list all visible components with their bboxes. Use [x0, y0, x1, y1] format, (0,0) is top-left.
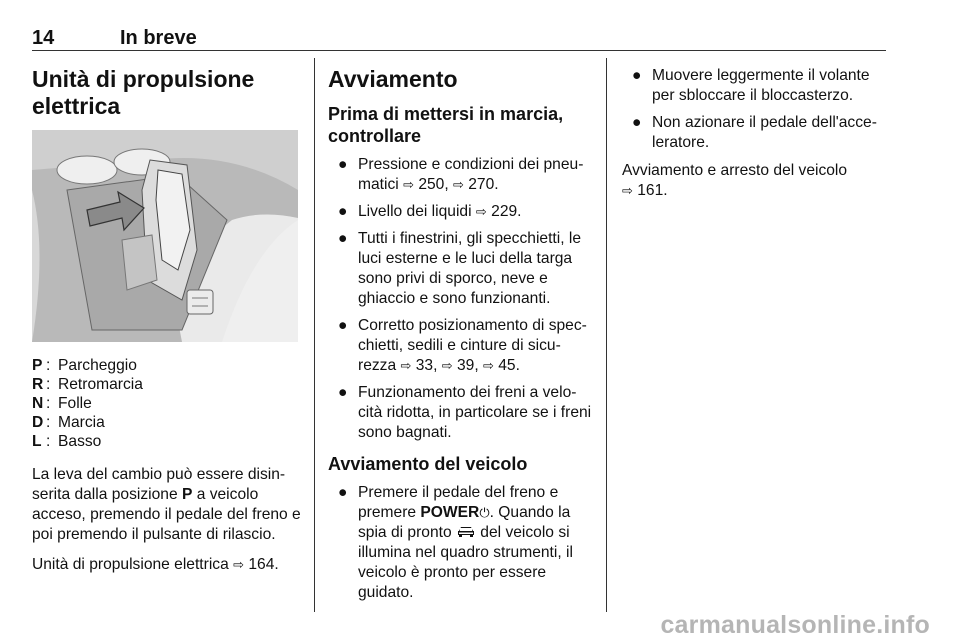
paragraph-xref	[622, 161, 888, 201]
steering-list	[622, 66, 888, 153]
ref-arrow-icon: ⇨	[475, 204, 487, 219]
list-item	[622, 113, 888, 153]
ref-arrow-icon: ⇨	[483, 358, 494, 373]
page-ref-link[interactable]: 270.	[468, 176, 499, 193]
page-ref-link[interactable]: 39,	[456, 357, 483, 374]
bullet-icon: ●	[338, 317, 348, 334]
list-text: Livello dei liquidi	[358, 203, 476, 220]
list-text: del veicolo si illumina nel quadro strumenti, il veicolo è pronto per essere guidato.	[358, 524, 573, 601]
paragraph-text: La leva del cambio può essere disin-serita dalla posizione	[32, 466, 286, 503]
ref-arrow-icon: ⇨	[441, 358, 453, 373]
legend-key: P	[32, 357, 43, 374]
legend-key: N	[32, 395, 44, 412]
gear-legend	[32, 356, 302, 451]
watermark: carmanualsonline.info	[660, 611, 930, 639]
legend-label: Marcia	[58, 414, 105, 431]
list-text: . Quando la spia di pronto	[358, 504, 571, 541]
page-ref-link[interactable]: 161.	[637, 182, 668, 199]
page-header	[32, 27, 886, 51]
legend-key: R	[32, 376, 44, 393]
bullet-icon: ●	[338, 484, 348, 501]
legend-key: L	[32, 433, 42, 450]
legend-label: Folle	[58, 395, 92, 412]
legend-separator: :	[46, 433, 51, 450]
legend-separator: :	[46, 395, 51, 412]
paragraph-xref	[32, 555, 302, 575]
bullet-icon: ●	[632, 114, 642, 131]
list-item	[328, 483, 594, 603]
heading-avviamento: Avviamento	[328, 66, 458, 92]
ready-car-icon	[456, 524, 476, 539]
list-item	[328, 229, 594, 309]
column-2	[328, 58, 594, 611]
legend-row	[32, 394, 302, 413]
list-text: Tutti i finestrini, gli specchietti, le luci esterne e le luci della targa sono privi di sporco, neve e ghiaccio e sono funzionanti.	[358, 230, 582, 307]
legend-label: Parcheggio	[58, 357, 137, 374]
list-item	[328, 316, 594, 376]
ref-arrow-icon: ⇨	[400, 358, 412, 373]
legend-label: Basso	[58, 433, 102, 450]
xref-text: Avviamento e arresto del veicolo	[622, 162, 848, 179]
bullet-icon: ●	[338, 230, 348, 247]
page-number: 14	[32, 27, 55, 49]
xref-text: Unità di propulsione elettrica	[32, 556, 234, 573]
legend-row	[32, 356, 302, 375]
list-text: Non azionare il pedale dell'acce-leratore.	[652, 114, 877, 151]
bullet-icon: ●	[632, 67, 642, 84]
power-label: POWER	[420, 504, 480, 521]
section-title: In breve	[120, 27, 197, 49]
list-text: Pressione e condizioni dei pneu-matici	[358, 156, 584, 193]
column-divider-1	[314, 58, 315, 612]
ref-arrow-icon: ⇨	[233, 557, 245, 572]
column-3	[622, 58, 888, 211]
bullet-icon: ●	[338, 384, 348, 401]
legend-separator: :	[46, 376, 51, 393]
page-ref-link[interactable]: 250,	[418, 176, 453, 193]
heading-electric-drive: Unità di propulsione elettrica	[32, 66, 255, 119]
column-divider-2	[606, 58, 607, 612]
column-1	[32, 58, 302, 585]
ref-arrow-icon: ⇨	[403, 177, 414, 192]
list-text: Premere il pedale del freno e premere	[358, 484, 559, 521]
start-list	[328, 483, 594, 603]
page-ref-link[interactable]: 229.	[491, 203, 522, 220]
list-item	[622, 66, 888, 106]
list-item	[328, 202, 594, 222]
paragraph-release	[32, 465, 302, 545]
gear-p-bold: P	[181, 486, 193, 503]
header-rule	[32, 50, 886, 51]
checklist	[328, 155, 594, 443]
paragraph-text: a veicolo acceso, premendo il pedale del freno e poi premendo il pulsante di rilascio.	[32, 486, 301, 543]
list-text: Muovere leggermente il volante per sbloccare il bloccasterzo.	[652, 67, 870, 104]
page-ref-link[interactable]: 45.	[498, 357, 520, 374]
ref-arrow-icon: ⇨	[453, 177, 464, 192]
power-icon: ⏻	[479, 505, 490, 520]
legend-separator: :	[46, 357, 51, 374]
ref-arrow-icon: ⇨	[622, 183, 633, 198]
page-ref-link[interactable]: 164.	[248, 556, 279, 573]
bullet-icon: ●	[338, 156, 348, 173]
subheading-before-driving: Prima di mettersi in marcia, controllare	[328, 104, 564, 146]
legend-key: D	[32, 414, 44, 431]
list-item	[328, 155, 594, 195]
legend-separator: :	[46, 414, 51, 431]
list-item	[328, 383, 594, 443]
list-text: Funzionamento dei freni a velo-cità ridotta, in particolare se i freni sono bagnati.	[358, 384, 592, 441]
legend-row	[32, 375, 302, 394]
bullet-icon: ●	[338, 203, 348, 220]
subheading-starting-vehicle: Avviamento del veicolo	[328, 454, 528, 474]
legend-label: Retromarcia	[58, 376, 143, 393]
legend-row	[32, 432, 302, 451]
gear-selector-photo	[32, 130, 298, 342]
list-text: Corretto posizionamento di spec-chietti, sedili e cinture di sicu-rezza	[358, 317, 587, 374]
legend-row	[32, 413, 302, 432]
page-ref-link[interactable]: 33,	[415, 357, 442, 374]
